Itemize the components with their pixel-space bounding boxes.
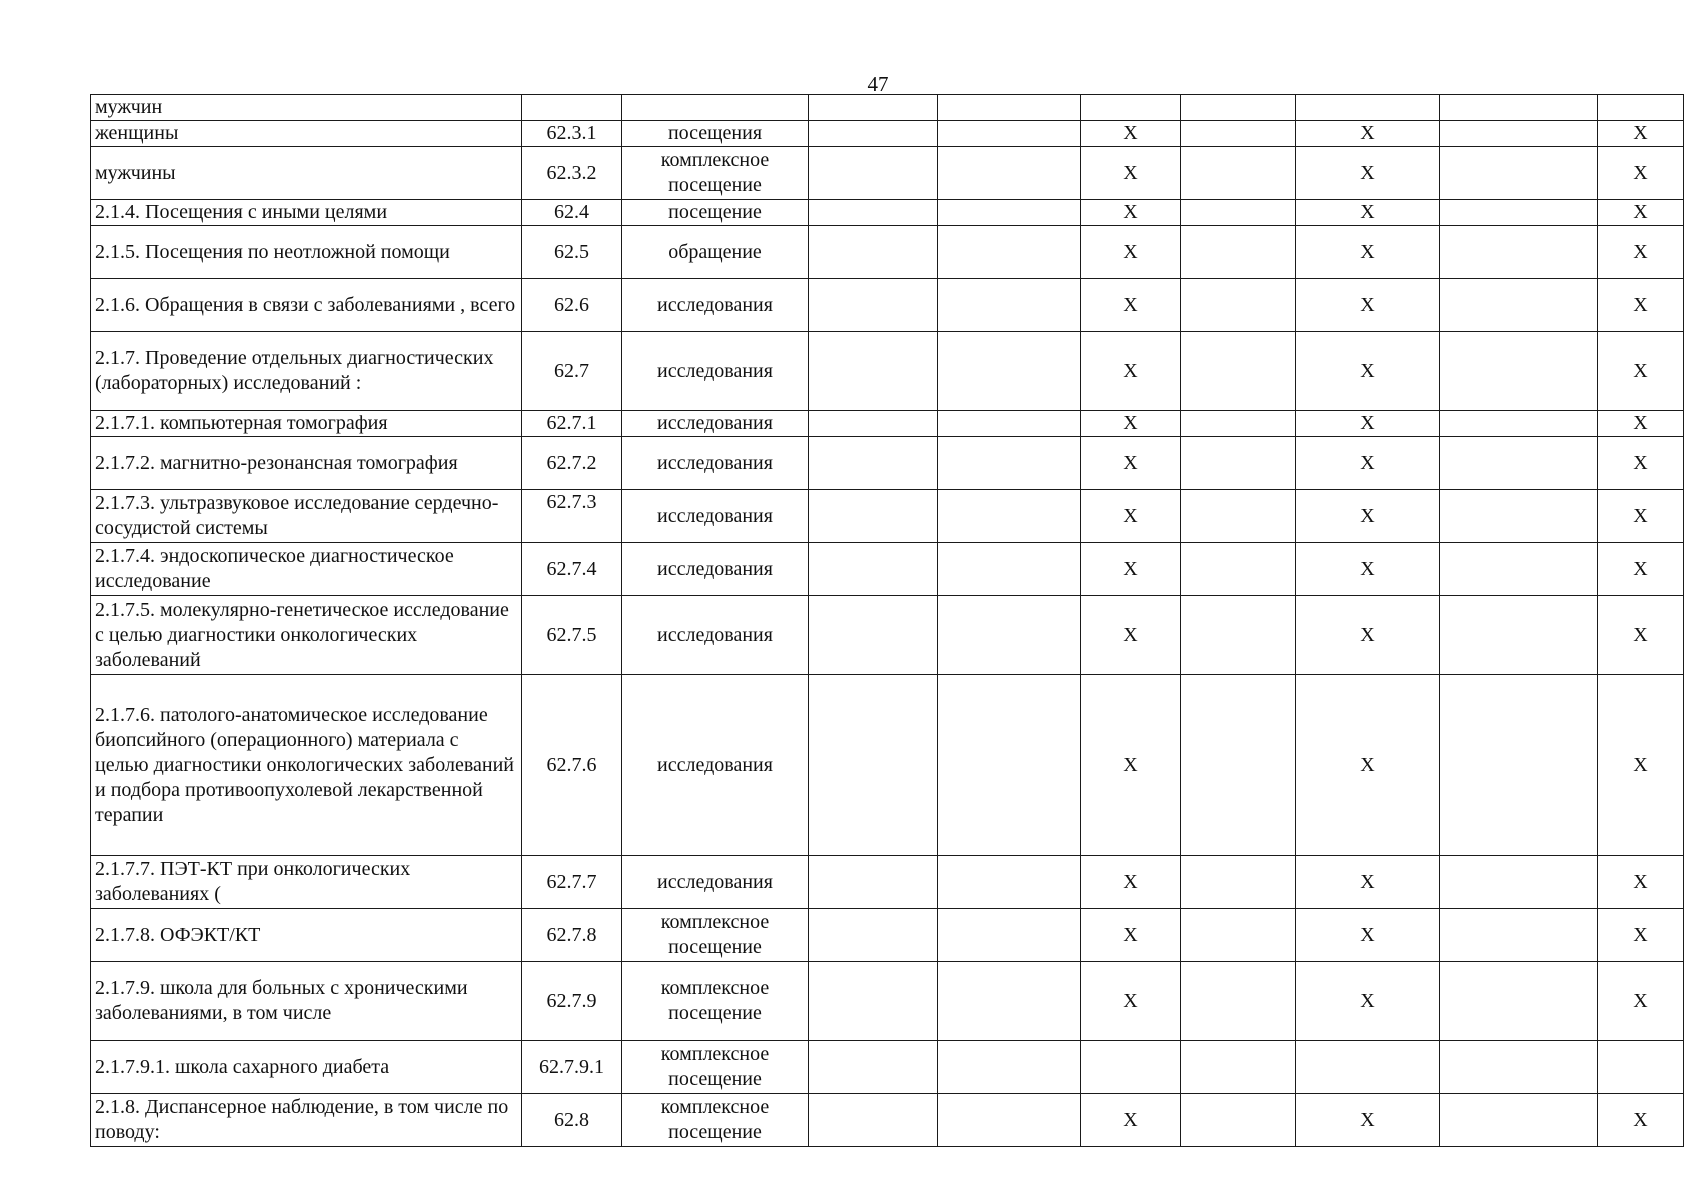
mark-cell: X [1296,437,1440,490]
empty-cell [1181,490,1296,543]
report-table-body [91,95,1684,1147]
mark-cell: X [1296,200,1440,226]
empty-cell [938,909,1081,962]
empty-cell [938,437,1081,490]
empty-cell [1181,226,1296,279]
empty-cell [809,675,938,856]
empty-cell [1440,490,1598,543]
empty-cell [1181,200,1296,226]
table-row [91,95,1684,121]
mark-cell: X [1598,279,1684,332]
row-code-cell: 62.3.2 [522,147,622,200]
table-row [91,437,1684,490]
empty-cell [1440,121,1598,147]
mark-cell: X [1296,856,1440,909]
empty-cell [1440,411,1598,437]
mark-cell: X [1081,121,1181,147]
empty-cell [938,675,1081,856]
table-row [91,226,1684,279]
row-code-cell: 62.7.5 [522,596,622,675]
empty-cell [1181,121,1296,147]
unit-cell: исследования [622,332,809,411]
empty-cell [809,95,938,121]
unit-cell: исследования [622,675,809,856]
row-code-cell: 62.3.1 [522,121,622,147]
table-row [91,279,1684,332]
indicator-name-cell: 2.1.4. Посещения с иными целями [91,200,522,226]
empty-cell [1181,675,1296,856]
empty-cell [938,332,1081,411]
mark-cell: X [1598,962,1684,1041]
mark-cell: X [1598,856,1684,909]
table-row [91,1041,1684,1094]
indicator-name-cell: 2.1.6. Обращения в связи с заболеваниями , всего [91,279,522,332]
empty-cell [1440,962,1598,1041]
row-code-cell: 62.7.7 [522,856,622,909]
table-row [91,1094,1684,1147]
mark-cell: X [1081,226,1181,279]
unit-cell: исследования [622,437,809,490]
empty-cell [809,909,938,962]
empty-cell [809,332,938,411]
mark-cell: X [1296,121,1440,147]
empty-cell [809,1094,938,1147]
empty-cell [809,147,938,200]
empty-cell [1440,437,1598,490]
empty-cell [1440,856,1598,909]
indicator-name-cell: 2.1.7.7. ПЭТ-КТ при онкологических заболеваниях ( [91,856,522,909]
empty-cell [809,226,938,279]
empty-cell [1440,332,1598,411]
empty-cell [1440,675,1598,856]
unit-cell: посещение [622,200,809,226]
empty-cell [1181,596,1296,675]
empty-cell [1181,543,1296,596]
empty-cell [938,856,1081,909]
empty-cell [1181,147,1296,200]
mark-cell: X [1296,1094,1440,1147]
unit-cell: комплексное посещение [622,147,809,200]
row-code-cell: 62.5 [522,226,622,279]
mark-cell: X [1598,121,1684,147]
empty-cell [938,1094,1081,1147]
row-code-cell: 62.7.6 [522,675,622,856]
mark-cell: X [1081,675,1181,856]
unit-cell: исследования [622,490,809,543]
mark-cell: X [1598,543,1684,596]
empty-cell [1181,909,1296,962]
empty-cell [1440,909,1598,962]
table-row [91,856,1684,909]
empty-cell [809,200,938,226]
mark-cell: X [1081,909,1181,962]
empty-cell [938,121,1081,147]
empty-cell [1181,332,1296,411]
table-row [91,332,1684,411]
indicator-name-cell: мужчины [91,147,522,200]
mark-cell: X [1296,962,1440,1041]
empty-cell [938,226,1081,279]
empty-cell [938,490,1081,543]
mark-cell: X [1081,1094,1181,1147]
empty-cell [809,411,938,437]
row-code-cell: 62.7.2 [522,437,622,490]
report-table [90,94,1684,1147]
mark-cell: X [1598,411,1684,437]
empty-cell [1440,147,1598,200]
indicator-name-cell: 2.1.7.5. молекулярно-генетическое исследование с целью диагностики онкологических заболеваний [91,596,522,675]
empty-cell [938,962,1081,1041]
unit-cell: исследования [622,279,809,332]
empty-cell [1440,200,1598,226]
page-number: 47 [867,72,889,96]
table-row [91,121,1684,147]
empty-cell [1440,1041,1598,1094]
empty-cell [938,543,1081,596]
table-row [91,543,1684,596]
mark-cell: X [1081,596,1181,675]
table-row [91,147,1684,200]
row-code-cell: 62.7.9.1 [522,1041,622,1094]
empty-cell [938,1041,1081,1094]
empty-cell [938,411,1081,437]
empty-cell [809,121,938,147]
empty-cell [809,490,938,543]
mark-cell: X [1598,490,1684,543]
mark-cell: X [1081,962,1181,1041]
mark-cell: X [1598,909,1684,962]
unit-cell: посещения [622,121,809,147]
indicator-name-cell: 2.1.7. Проведение отдельных диагностических (лабораторных) исследований : [91,332,522,411]
empty-cell [1181,856,1296,909]
empty-cell [809,437,938,490]
empty-cell [1440,1094,1598,1147]
mark-cell [1598,95,1684,121]
mark-cell: X [1598,332,1684,411]
mark-cell: X [1081,437,1181,490]
mark-cell: X [1081,856,1181,909]
mark-cell [1296,1041,1440,1094]
mark-cell: X [1081,200,1181,226]
indicator-name-cell: 2.1.7.6. патолого-анатомическое исследование биопсийного (операционного) материала с целью диагностики онкологических заболеваний и подбора противоопухолевой лекарственной терапии [91,675,522,856]
row-code-cell: 62.8 [522,1094,622,1147]
table-row [91,490,1684,543]
table-row [91,411,1684,437]
mark-cell [1296,95,1440,121]
mark-cell: X [1081,279,1181,332]
row-code-cell: 62.4 [522,200,622,226]
mark-cell: X [1296,490,1440,543]
unit-cell: комплексное посещение [622,1094,809,1147]
unit-cell: исследования [622,596,809,675]
empty-cell [809,596,938,675]
table-row [91,909,1684,962]
mark-cell [1598,1041,1684,1094]
empty-cell [1181,411,1296,437]
indicator-name-cell: женщины [91,121,522,147]
empty-cell [1440,226,1598,279]
mark-cell: X [1296,543,1440,596]
indicator-name-cell: 2.1.5. Посещения по неотложной помощи [91,226,522,279]
mark-cell: X [1598,200,1684,226]
mark-cell: X [1598,596,1684,675]
unit-cell: обращение [622,226,809,279]
unit-cell: комплексное посещение [622,962,809,1041]
mark-cell [1081,1041,1181,1094]
empty-cell [809,856,938,909]
table-row [91,596,1684,675]
mark-cell: X [1081,490,1181,543]
empty-cell [938,95,1081,121]
mark-cell: X [1296,332,1440,411]
indicator-name-cell: 2.1.7.1. компьютерная томография [91,411,522,437]
mark-cell: X [1598,675,1684,856]
empty-cell [1181,1094,1296,1147]
mark-cell: X [1081,147,1181,200]
row-code-cell: 62.7.4 [522,543,622,596]
empty-cell [1181,437,1296,490]
empty-cell [1181,962,1296,1041]
indicator-name-cell: 2.1.7.3. ультразвуковое исследование сердечно-сосудистой системы [91,490,522,543]
empty-cell [1440,596,1598,675]
unit-cell: комплексное посещение [622,909,809,962]
mark-cell: X [1081,332,1181,411]
row-code-cell: 62.6 [522,279,622,332]
indicator-name-cell: 2.1.8. Диспансерное наблюдение, в том числе по поводу: [91,1094,522,1147]
empty-cell [1181,279,1296,332]
unit-cell: комплексное посещение [622,1041,809,1094]
mark-cell: X [1296,226,1440,279]
table-row [91,675,1684,856]
mark-cell: X [1081,411,1181,437]
mark-cell: X [1598,147,1684,200]
empty-cell [938,200,1081,226]
empty-cell [809,962,938,1041]
row-code-cell: 62.7 [522,332,622,411]
unit-cell [622,95,809,121]
mark-cell: X [1598,437,1684,490]
indicator-name-cell: 2.1.7.8. ОФЭКТ/КТ [91,909,522,962]
empty-cell [1181,95,1296,121]
empty-cell [1440,95,1598,121]
mark-cell: X [1296,411,1440,437]
mark-cell: X [1296,909,1440,962]
empty-cell [809,279,938,332]
empty-cell [1440,279,1598,332]
empty-cell [938,147,1081,200]
mark-cell: X [1598,226,1684,279]
indicator-name-cell: 2.1.7.9.1. школа сахарного диабета [91,1041,522,1094]
unit-cell: исследования [622,543,809,596]
unit-cell: исследования [622,856,809,909]
row-code-cell: 62.7.8 [522,909,622,962]
mark-cell: X [1296,596,1440,675]
mark-cell: X [1081,543,1181,596]
empty-cell [1440,543,1598,596]
mark-cell: X [1296,147,1440,200]
empty-cell [1181,1041,1296,1094]
unit-cell: исследования [622,411,809,437]
mark-cell: X [1296,279,1440,332]
row-code-cell: 62.7.3 [522,490,622,543]
mark-cell [1081,95,1181,121]
row-code-cell: 62.7.9 [522,962,622,1041]
row-code-cell [522,95,622,121]
indicator-name-cell: 2.1.7.2. магнитно-резонансная томография [91,437,522,490]
empty-cell [809,1041,938,1094]
table-row [91,200,1684,226]
indicator-name-cell: 2.1.7.4. эндоскопическое диагностическое исследование [91,543,522,596]
empty-cell [938,596,1081,675]
empty-cell [938,279,1081,332]
mark-cell: X [1598,1094,1684,1147]
row-code-cell: 62.7.1 [522,411,622,437]
indicator-name-cell: 2.1.7.9. школа для больных с хроническими заболеваниями, в том числе [91,962,522,1041]
indicator-name-cell: мужчин [91,95,522,121]
empty-cell [809,543,938,596]
table-row [91,962,1684,1041]
mark-cell: X [1296,675,1440,856]
